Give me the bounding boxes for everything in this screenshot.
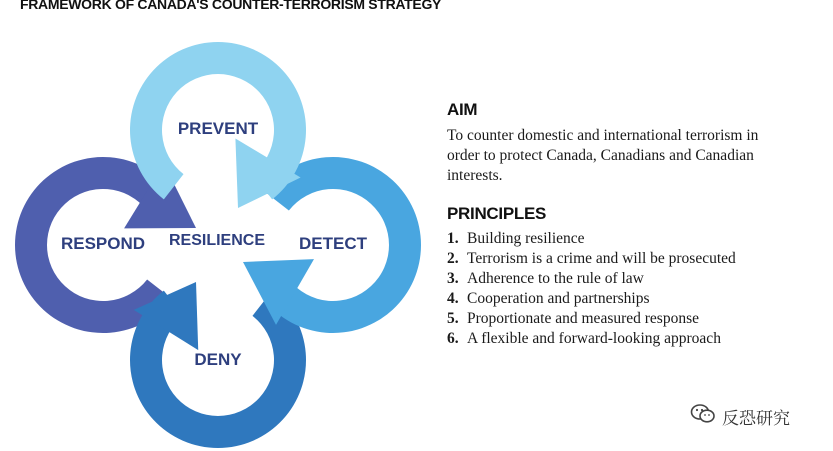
deny-label: DENY bbox=[194, 350, 242, 369]
principle-text: Cooperation and partnerships bbox=[467, 290, 650, 307]
principle-item bbox=[447, 309, 827, 329]
aim-section bbox=[447, 100, 827, 186]
wechat-icon bbox=[690, 403, 716, 430]
principles-list bbox=[447, 229, 827, 349]
principle-number: 4. bbox=[447, 290, 459, 307]
principle-text: Terrorism is a crime and will be prosecuted bbox=[467, 250, 736, 267]
principle-item bbox=[447, 289, 827, 309]
watermark-text: 反恐研究 bbox=[722, 409, 790, 429]
principle-text: Building resilience bbox=[467, 230, 585, 247]
principle-text: Adherence to the rule of law bbox=[467, 270, 644, 287]
principle-number: 2. bbox=[447, 250, 459, 267]
principle-item bbox=[447, 249, 827, 269]
principle-text: Proportionate and measured response bbox=[467, 310, 700, 327]
page-title: FRAMEWORK OF CANADA'S COUNTER-TERRORISM STRATEGY bbox=[20, 0, 442, 12]
info-panel bbox=[447, 100, 827, 349]
center-label-resilience: RESILIENCE bbox=[168, 232, 266, 249]
respond-label: RESPOND bbox=[60, 234, 146, 253]
principle-number: 5. bbox=[447, 310, 459, 327]
principle-item bbox=[447, 229, 827, 249]
watermark bbox=[690, 403, 790, 430]
principles-heading: PRINCIPLES bbox=[447, 204, 547, 223]
prevent-label: PREVENT bbox=[177, 119, 259, 138]
principle-item bbox=[447, 329, 827, 349]
principle-number: 6. bbox=[447, 330, 459, 347]
principle-number: 1. bbox=[447, 230, 459, 247]
aim-text: To counter domestic and international terrorism in order to protect Canada, Canadians and Canadian interests. bbox=[447, 127, 759, 184]
detect-label: DETECT bbox=[299, 234, 367, 253]
principle-text: A flexible and forward-looking approach bbox=[467, 330, 721, 347]
principle-item bbox=[447, 269, 827, 289]
principle-number: 3. bbox=[447, 270, 459, 287]
aim-heading: AIM bbox=[447, 100, 478, 119]
principles-section bbox=[447, 204, 827, 349]
